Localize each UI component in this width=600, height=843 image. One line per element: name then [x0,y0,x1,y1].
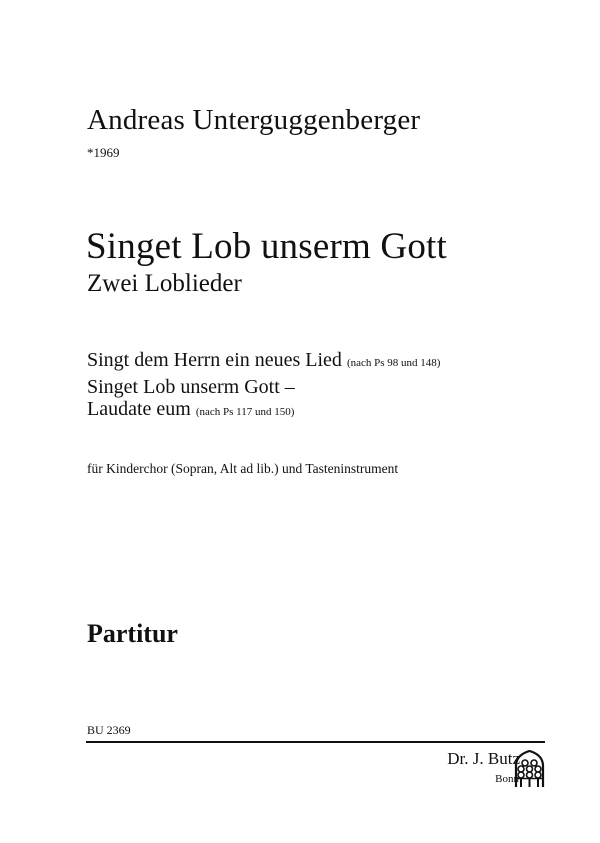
instrumentation: für Kinderchor (Sopran, Alt ad lib.) und Tasteninstrument [87,461,399,476]
song-1-reference: (nach Ps 98 und 148) [346,357,441,369]
composer-birth-year: *1969 [87,145,120,160]
song-2-reference: (nach Ps 117 und 150) [195,406,295,418]
publisher-name: Dr. J. Butz [447,749,520,768]
edition-type: Partitur [87,619,178,648]
work-subtitle: Zwei Loblieder [87,270,242,297]
song-2-title-line-2: Laudate eum [87,398,191,420]
song-1 [87,348,440,375]
catalog-number: BU 2369 [87,723,131,737]
footer-divider [86,741,545,743]
gothic-window-logo-icon [513,750,546,788]
song-2-line-2 [87,397,294,424]
song-2-line-1 [87,375,295,399]
song-2-title-line-1: Singet Lob unserm Gott – [87,376,295,398]
song-1-title: Singt dem Herrn ein neues Lied [87,349,342,371]
composer-name: Andreas Unterguggenberger [87,104,421,136]
publisher-city: Bonn [495,773,519,785]
work-title: Singet Lob unserm Gott [86,226,448,267]
